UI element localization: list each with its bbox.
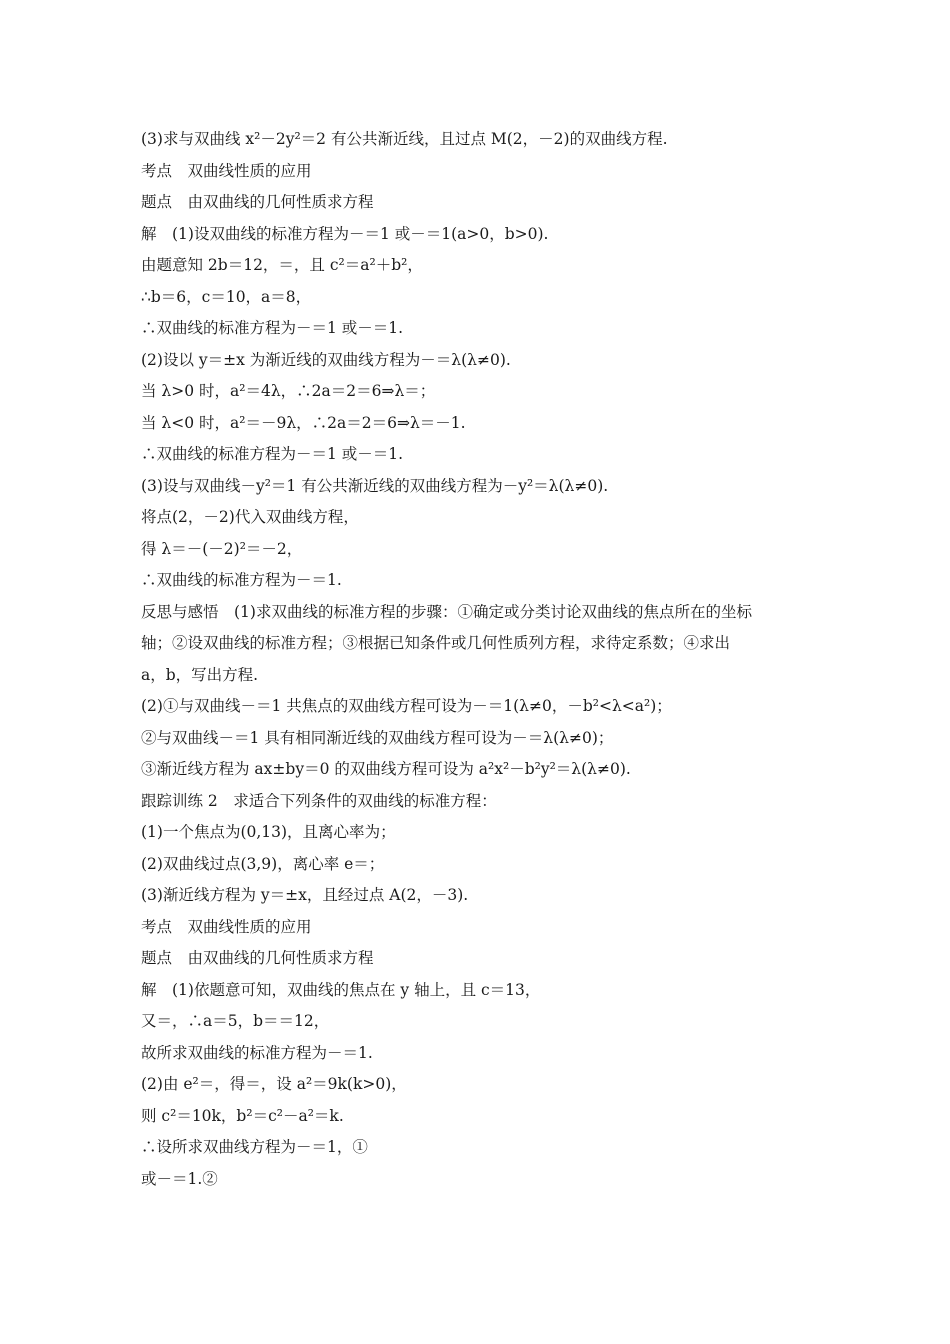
- solution-line: (2)由 e²＝，得＝，设 a²＝9k(k>0)，: [141, 1075, 407, 1093]
- solution-line: 由题意知 2b＝12，＝，且 c²＝a²＋b²，: [141, 256, 423, 274]
- solution-line: ∴b＝6，c＝10，a＝8，: [141, 287, 312, 306]
- solution-line: 得 λ＝－(－2)²＝－2，: [141, 539, 303, 558]
- solution-line: ∴双曲线的标准方程为－＝1 或－＝1.: [141, 319, 404, 337]
- topic-label: 考点 双曲线性质的应用: [141, 161, 312, 180]
- solution-line: 又＝，∴a＝5，b＝＝12，: [141, 1012, 330, 1030]
- reflection-line: 反思与感悟 (1)求双曲线的标准方程的步骤：①确定或分类讨论双曲线的焦点所在的坐标: [141, 602, 752, 621]
- solution-line: ∴双曲线的标准方程为－＝1.: [141, 571, 342, 589]
- solution-line: (2)设以 y＝±x 为渐近线的双曲线方程为－＝λ(λ≠0).: [141, 350, 511, 369]
- solution-line: 解 (1)设双曲线的标准方程为－＝1 或－＝1(a>0，b>0).: [141, 224, 549, 243]
- reflection-line: ③渐近线方程为 ax±by＝0 的双曲线方程可设为 a²x²－b²y²＝λ(λ≠0).: [141, 760, 631, 778]
- solution-line: 解 (1)依题意可知，双曲线的焦点在 y 轴上，且 c＝13，: [141, 980, 541, 999]
- solution-line: 将点(2，－2)代入双曲线方程，: [141, 508, 359, 526]
- solution-line: 当 λ<0 时，a²＝－9λ，∴2a＝2＝6⇒λ＝－1.: [141, 413, 466, 432]
- reflection-line: ②与双曲线－＝1 具有相同渐近线的双曲线方程可设为－＝λ(λ≠0)；: [141, 728, 614, 747]
- solution-line: 故所求双曲线的标准方程为－＝1.: [141, 1043, 373, 1062]
- exercise-item: (1)一个焦点为(0,13)，且离心率为；: [141, 823, 396, 841]
- reflection-line: (2)①与双曲线－＝1 共焦点的双曲线方程可设为－＝1(λ≠0，－b²<λ<a²)；: [141, 697, 672, 715]
- exercise-item: (2)双曲线过点(3,9)，离心率 e＝；: [141, 854, 385, 873]
- subtopic-label: 题点 由双曲线的几何性质求方程: [141, 193, 374, 211]
- document-body: [141, 124, 821, 1195]
- solution-line: (3)设与双曲线－y²＝1 有公共渐近线的双曲线方程为－y²＝λ(λ≠0).: [141, 476, 609, 495]
- reflection-line: a，b，写出方程.: [141, 665, 259, 684]
- exercise-heading: 跟踪训练 2 求适合下列条件的双曲线的标准方程：: [141, 791, 497, 810]
- solution-line: 当 λ>0 时，a²＝4λ，∴2a＝2＝6⇒λ＝；: [141, 382, 436, 400]
- problem-3-statement: (3)求与双曲线 x²－2y²＝2 有公共渐近线，且过点 M(2，－2)的双曲线方程.: [141, 130, 668, 148]
- exercise-item: (3)渐近线方程为 y＝±x，且经过点 A(2，－3).: [141, 886, 469, 904]
- subtopic-label: 题点 由双曲线的几何性质求方程: [141, 949, 374, 967]
- reflection-line: 轴；②设双曲线的标准方程；③根据已知条件或几何性质列方程，求待定系数；④求出: [141, 634, 731, 652]
- solution-line: 或－＝1.②: [141, 1169, 218, 1188]
- solution-line: ∴设所求双曲线方程为－＝1，①: [141, 1138, 368, 1156]
- topic-label: 考点 双曲线性质的应用: [141, 917, 312, 936]
- solution-line: ∴双曲线的标准方程为－＝1 或－＝1.: [141, 445, 404, 463]
- solution-line: 则 c²＝10k，b²＝c²－a²＝k.: [141, 1106, 344, 1125]
